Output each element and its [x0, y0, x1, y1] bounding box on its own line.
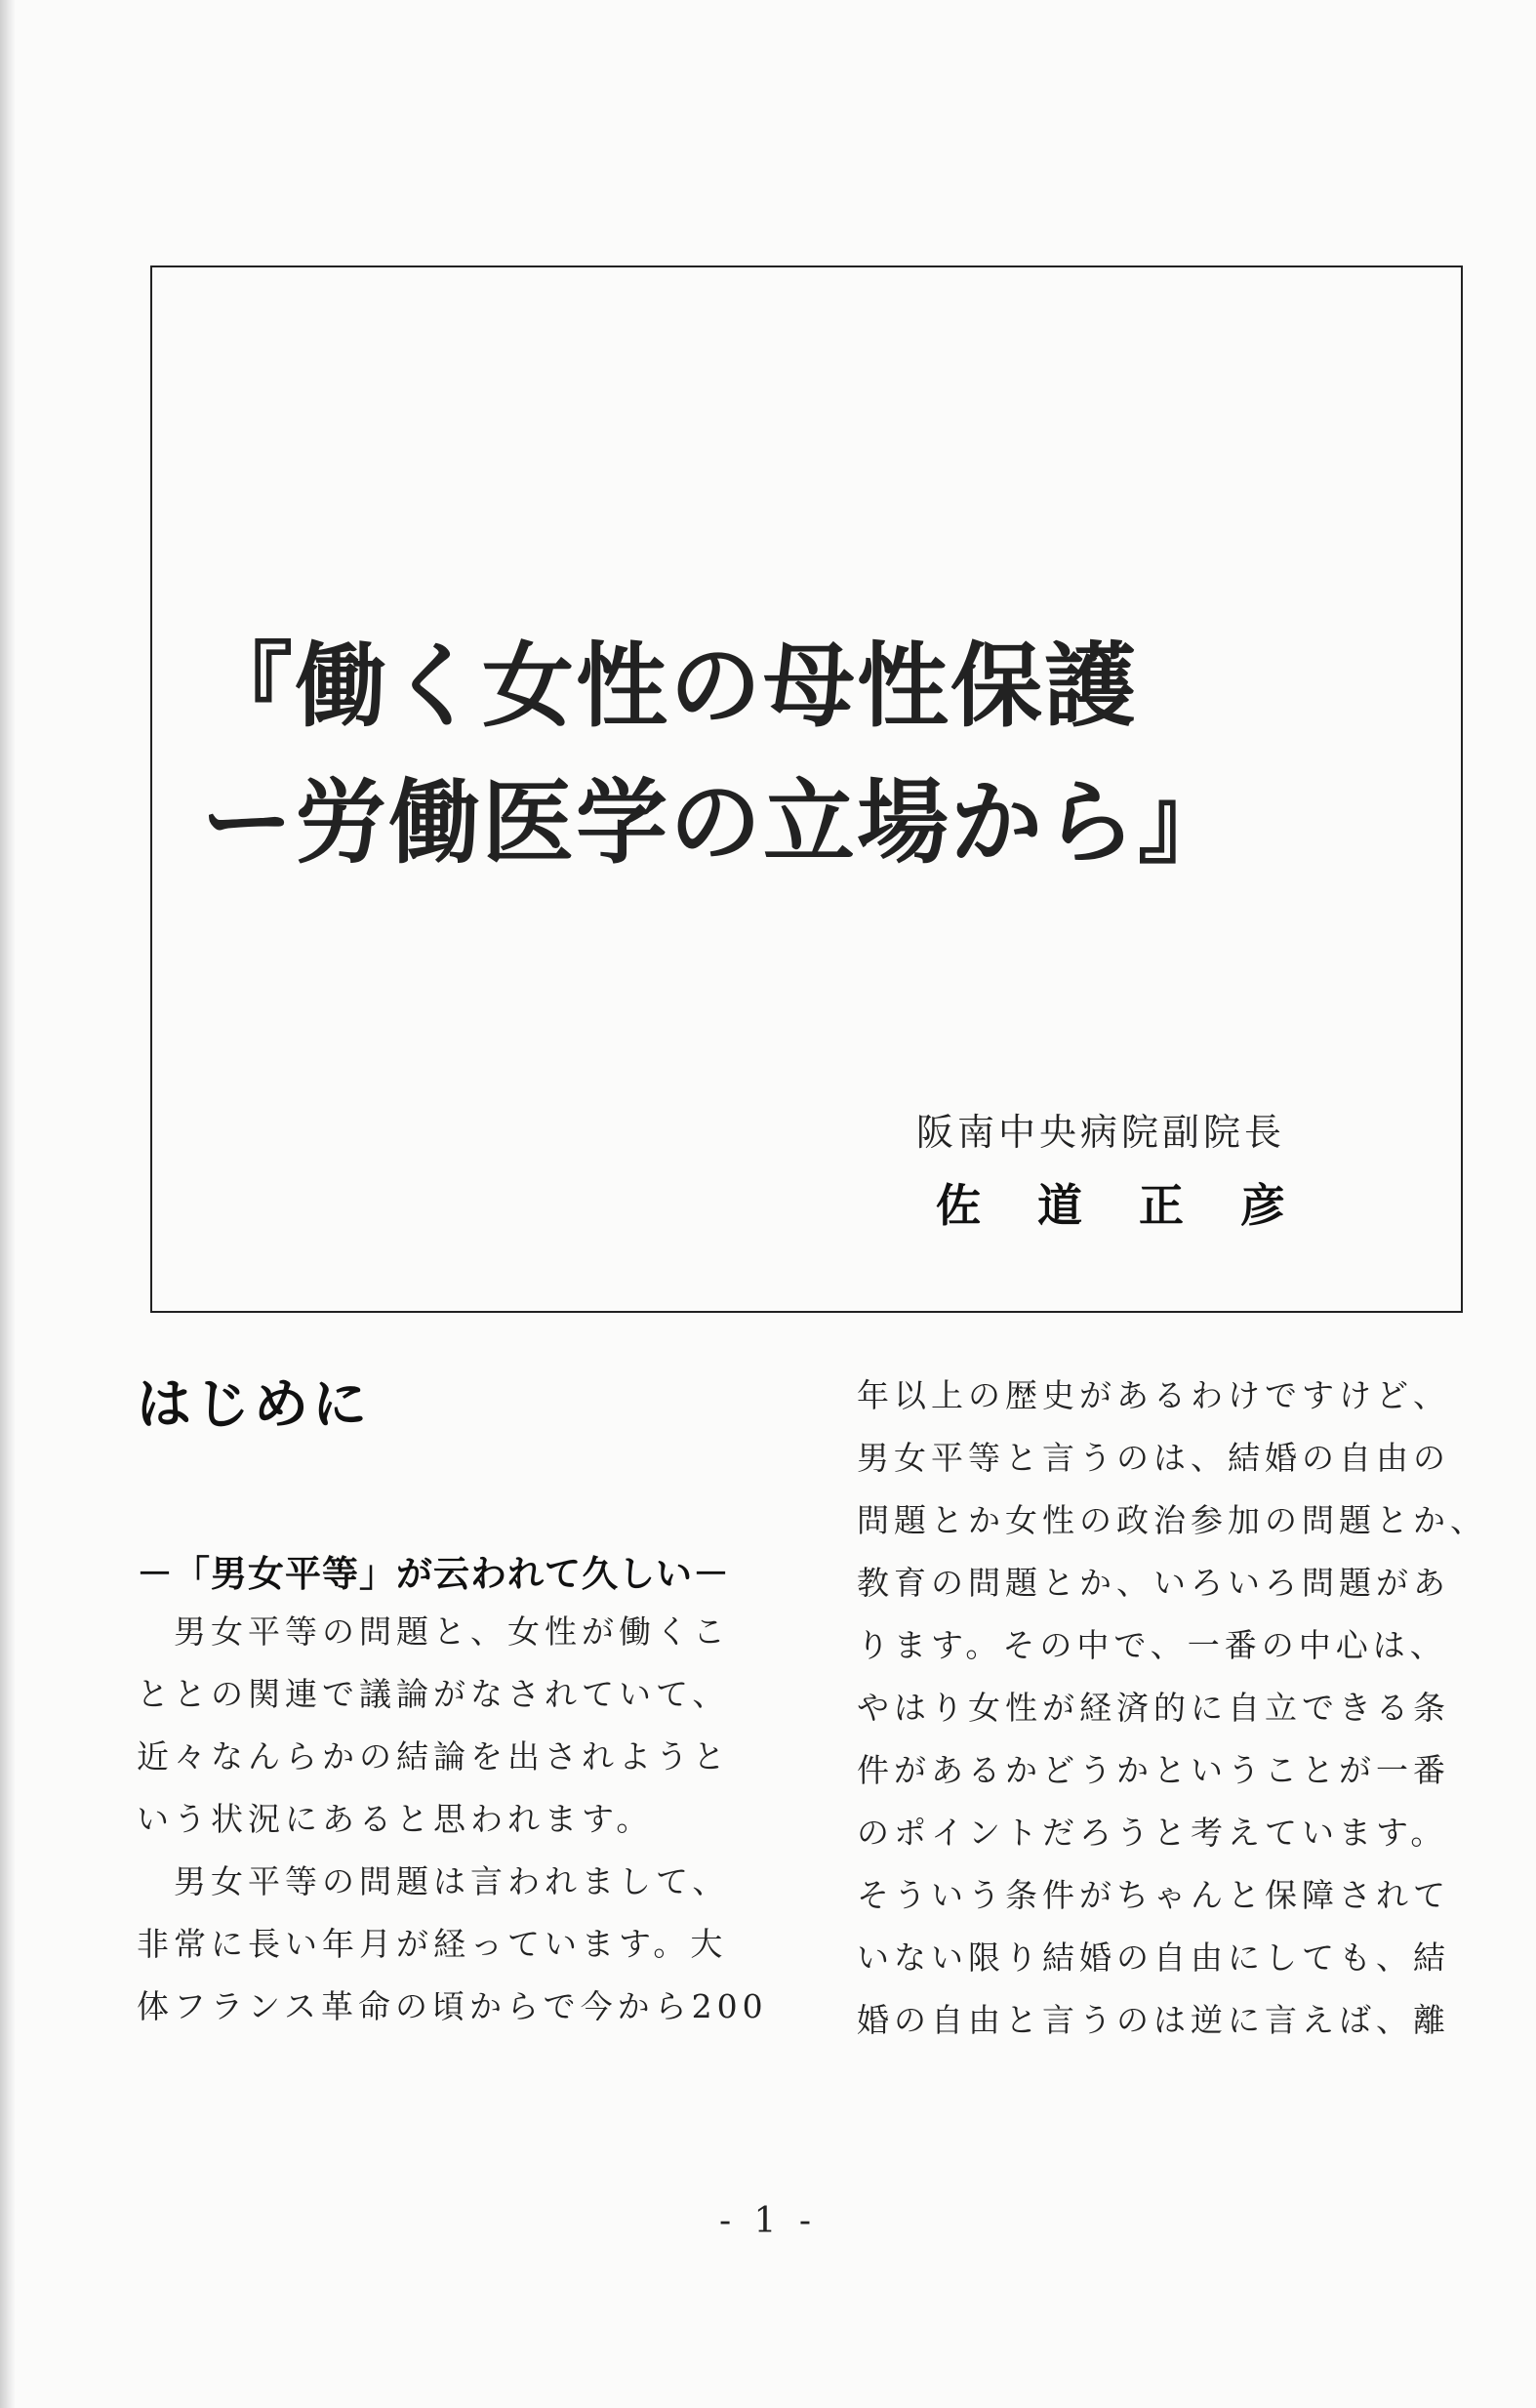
text-line: 問題とか女性の政治参加の問題とか、: [857, 1501, 1487, 1539]
text-line: 婚の自由と言うのは逆に言えば、離: [857, 2001, 1450, 2039]
text-line: いない限り結婚の自由にしても、結: [857, 1939, 1450, 1977]
text-line: 男女平等の問題は言われまして、: [137, 1862, 730, 1900]
right-column-text: [857, 1365, 1520, 2052]
text-line: いう状況にあると思われます。: [137, 1800, 654, 1838]
text-line: 非常に長い年月が経っています。大: [137, 1925, 728, 1963]
text-line: 体フランス革命の頃からで今から200: [137, 1987, 768, 2025]
text-line: そういう条件がちゃんと保障されて: [857, 1876, 1450, 1914]
text-line: 教育の問題とか、いろいろ問題があ: [857, 1564, 1450, 1602]
text-line: 年以上の歴史があるわけですけど、: [857, 1376, 1450, 1414]
text-line: 件があるかどうかということが一番: [857, 1751, 1450, 1789]
left-column-text: [137, 1601, 781, 2038]
article-title: [201, 619, 1431, 892]
text-line: ととの関連で議論がなされていて、: [137, 1675, 730, 1713]
section-subheading: －「男女平等」が云われて久しい－: [137, 1553, 730, 1595]
text-line: 男女平等の問題と、女性が働くこ: [137, 1612, 730, 1651]
title-line-1: 『働く女性の母性保護: [201, 633, 1139, 740]
title-line-2: ー労働医学の立場から』: [201, 770, 1233, 877]
author-name: 佐道正彦: [936, 1179, 1342, 1232]
author-affiliation: 阪南中央病院副院長: [915, 1111, 1285, 1154]
text-line: ります。その中で、一番の中心は、: [857, 1626, 1447, 1664]
section-heading: はじめに: [137, 1373, 371, 1437]
text-line: 近々なんらかの結論を出されようと: [137, 1737, 730, 1775]
text-line: 男女平等と言うのは、結婚の自由の: [857, 1439, 1450, 1477]
title-box: [150, 265, 1463, 1313]
page-number: - 1 -: [718, 2201, 818, 2241]
text-line: のポイントだろうと考えています。: [857, 1814, 1448, 1852]
page-binding-edge: [0, 0, 16, 2408]
text-line: やはり女性が経済的に自立できる条: [857, 1689, 1450, 1727]
